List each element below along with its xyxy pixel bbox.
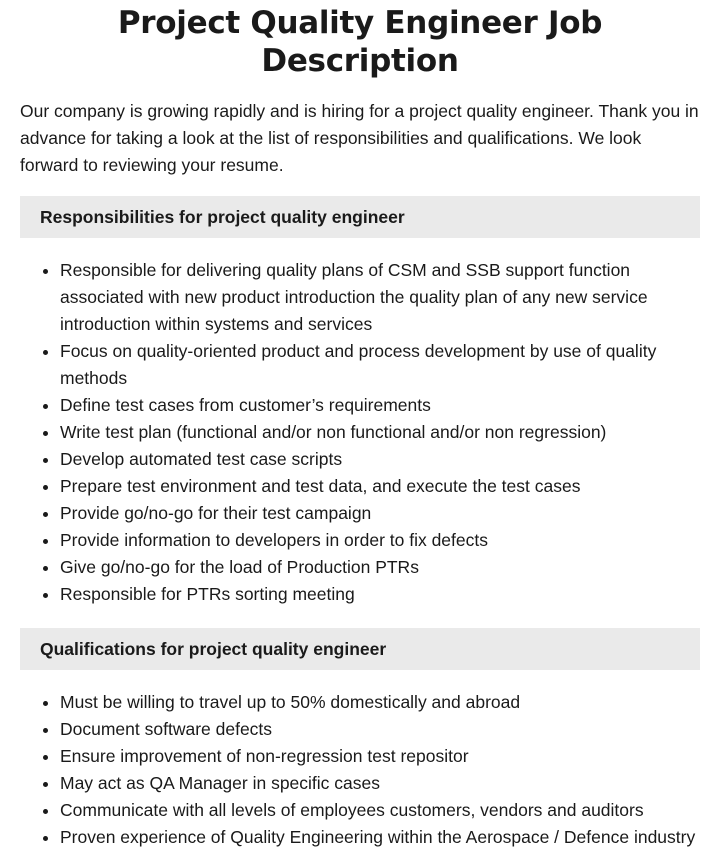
list-item: • Communicate with all levels of employees customers, vendors and auditors: [60, 797, 700, 824]
list-item: • Responsible for delivering quality plans of CSM and SSB support function associated with new product introduction the quality plan of any new service introduction within systems and services: [60, 257, 700, 338]
list-item: • Document software defects: [60, 716, 700, 743]
responsibilities-list: [20, 257, 700, 608]
list-item: • Must be willing to travel up to 50% domestically and abroad: [60, 689, 700, 716]
list-item: • Ensure improvement of non-regression test repositor: [60, 743, 700, 770]
intro-paragraph: Our company is growing rapidly and is hiring for a project quality engineer. Thank you in advance for taking a look at the list of responsibilities and qualifications. We look forward to reviewing your resume.: [20, 101, 699, 175]
list-item: • Prepare test environment and test data, and execute the test cases: [60, 473, 700, 500]
list-item: • May act as QA Manager in specific cases: [60, 770, 700, 797]
list-item: • Responsible for PTRs sorting meeting: [60, 581, 700, 608]
qualifications-list: [20, 689, 700, 851]
page-title: Project Quality Engineer Job Description: [117, 5, 603, 79]
list-item: • Provide information to developers in order to fix defects: [60, 527, 700, 554]
list-item: • Define test cases from customer’s requirements: [60, 392, 700, 419]
responsibilities-section: [20, 196, 700, 608]
list-item: • Provide go/no-go for their test campaign: [60, 500, 700, 527]
qualifications-section: [20, 628, 700, 851]
qualifications-heading: Qualifications for project quality engineer: [20, 628, 700, 670]
list-item: • Focus on quality-oriented product and process development by use of quality methods: [60, 338, 700, 392]
list-item: • Write test plan (functional and/or non functional and/or non regression): [60, 419, 700, 446]
responsibilities-heading: Responsibilities for project quality engineer: [20, 196, 700, 238]
list-item: • Proven experience of Quality Engineering within the Aerospace / Defence industry: [60, 824, 700, 851]
list-item: • Give go/no-go for the load of Production PTRs: [60, 554, 700, 581]
list-item: • Develop automated test case scripts: [60, 446, 700, 473]
